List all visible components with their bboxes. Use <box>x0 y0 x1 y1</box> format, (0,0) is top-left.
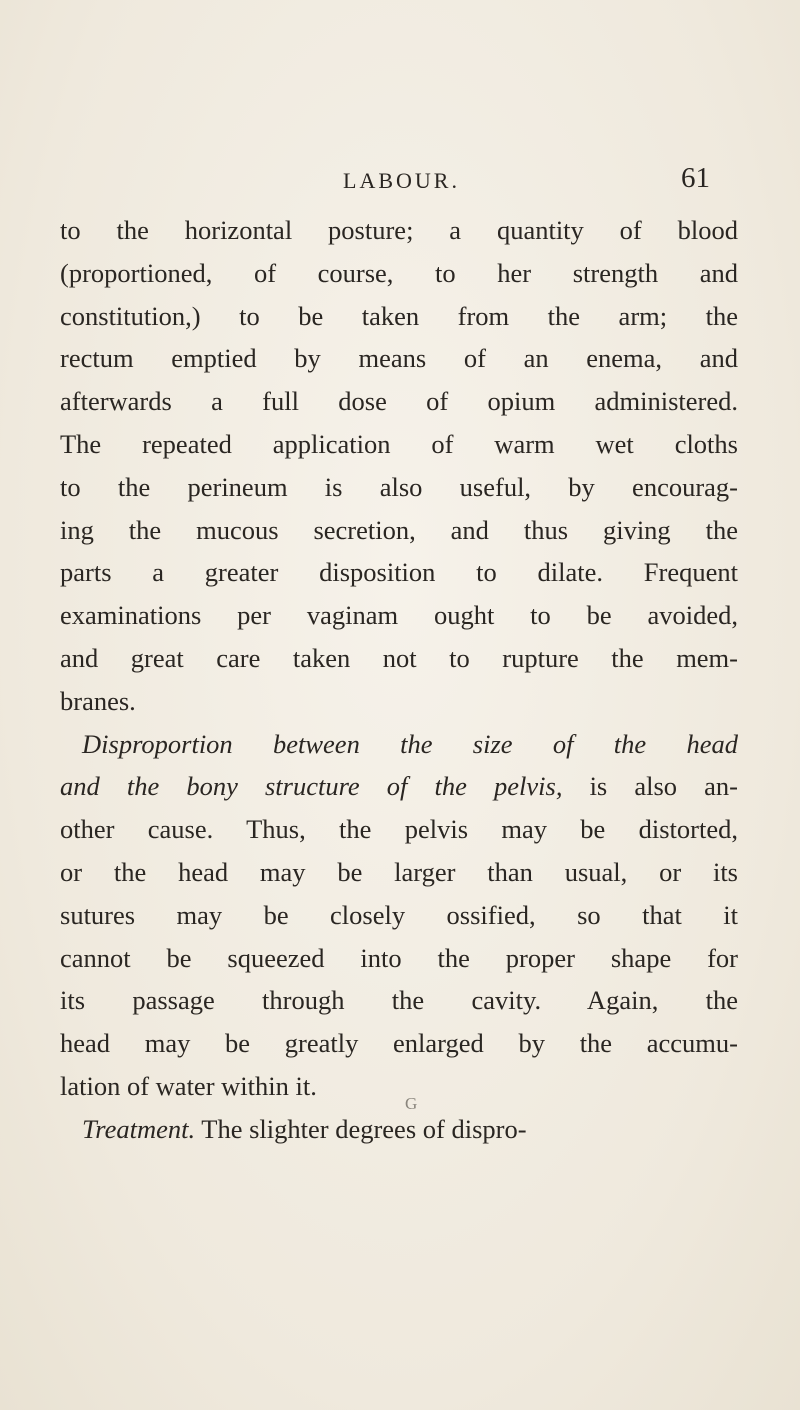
text-line: examinations per vaginam ought to be avoided, <box>60 600 738 631</box>
text-run: The slighter degrees of dispro- <box>195 1113 527 1144</box>
text-line: ing the mucous secretion, and thus giving the <box>60 514 738 545</box>
text-line: lation of water within it. <box>60 1070 317 1101</box>
text-line: its passage through the cavity. Again, the <box>60 985 738 1016</box>
text-line: constitution,) to be taken from the arm; the <box>60 300 738 331</box>
running-head <box>70 162 710 208</box>
text-line: head may be greatly enlarged by the accumu- <box>60 1028 738 1059</box>
section-heading-text: and the bony structure of the pelvis, <box>60 771 563 802</box>
running-title: LABOUR. <box>343 168 460 193</box>
text-line: The repeated application of warm wet cloths <box>60 428 738 459</box>
text-line: other cause. Thus, the pelvis may be distorted, <box>60 814 738 845</box>
text-run: is also an- <box>562 771 738 802</box>
text-line: and great care taken not to rupture the mem- <box>60 642 738 673</box>
text-line-mixed <box>60 765 738 808</box>
section-heading-line: Disproportion between the size of the head <box>82 728 738 759</box>
text-line: to the horizontal posture; a quantity of blood <box>60 215 738 245</box>
text-line: parts a greater disposition to dilate. Frequent <box>60 557 738 588</box>
page-number: 61 <box>681 162 710 194</box>
section-heading-text: Treatment. <box>82 1113 196 1144</box>
text-line: (proportioned, of course, to her strength and <box>60 257 738 288</box>
text-line: or the head may be larger than usual, or its <box>60 856 738 887</box>
text-line: rectum emptied by means of an enema, and <box>60 343 738 374</box>
text-line: cannot be squeezed into the proper shape for <box>60 942 738 973</box>
text-line: afterwards a full dose of opium administered. <box>60 386 738 417</box>
text-line: to the perineum is also useful, by encourag- <box>60 471 738 502</box>
signature-mark: G <box>405 1094 418 1113</box>
text-line: sutures may be closely ossified, so that it <box>60 899 738 930</box>
text-line: branes. <box>60 685 136 716</box>
body-text <box>60 209 738 1151</box>
text-line-mixed <box>60 1108 738 1151</box>
